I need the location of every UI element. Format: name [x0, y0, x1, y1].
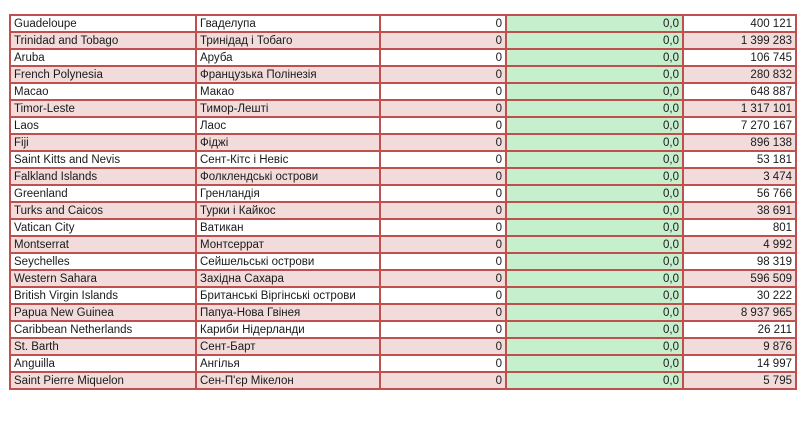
- count-cell[interactable]: 0: [380, 100, 506, 117]
- population-cell[interactable]: 801: [683, 219, 796, 236]
- percent-cell[interactable]: 0,0: [506, 270, 683, 287]
- country-name-uk-cell[interactable]: Макао: [196, 83, 380, 100]
- population-cell[interactable]: 7 270 167: [683, 117, 796, 134]
- count-cell[interactable]: 0: [380, 202, 506, 219]
- country-table: [9, 14, 797, 390]
- population-cell[interactable]: 30 222: [683, 287, 796, 304]
- count-cell[interactable]: 0: [380, 66, 506, 83]
- country-name-uk-cell[interactable]: Французька Полінезія: [196, 66, 380, 83]
- table-row: [10, 151, 796, 168]
- population-cell[interactable]: 56 766: [683, 185, 796, 202]
- percent-cell[interactable]: 0,0: [506, 236, 683, 253]
- country-name-uk-cell[interactable]: Кариби Нідерланди: [196, 321, 380, 338]
- country-name-en-cell[interactable]: Timor-Leste: [10, 100, 196, 117]
- count-cell[interactable]: 0: [380, 185, 506, 202]
- percent-cell[interactable]: 0,0: [506, 168, 683, 185]
- population-cell[interactable]: 38 691: [683, 202, 796, 219]
- country-name-uk-cell[interactable]: Гренландія: [196, 185, 380, 202]
- country-name-uk-cell[interactable]: Сен-П'єр Мікелон: [196, 372, 380, 389]
- population-cell[interactable]: 596 509: [683, 270, 796, 287]
- percent-cell[interactable]: 0,0: [506, 49, 683, 66]
- table-row: [10, 202, 796, 219]
- country-name-en-cell[interactable]: Aruba: [10, 49, 196, 66]
- count-cell[interactable]: 0: [380, 287, 506, 304]
- country-name-en-cell[interactable]: Vatican City: [10, 219, 196, 236]
- country-name-en-cell[interactable]: Laos: [10, 117, 196, 134]
- country-name-en-cell[interactable]: Papua New Guinea: [10, 304, 196, 321]
- country-name-en-cell[interactable]: Montserrat: [10, 236, 196, 253]
- table-row: [10, 321, 796, 338]
- count-cell[interactable]: 0: [380, 304, 506, 321]
- country-name-en-cell[interactable]: Saint Kitts and Nevis: [10, 151, 196, 168]
- population-cell[interactable]: 8 937 965: [683, 304, 796, 321]
- population-cell[interactable]: 5 795: [683, 372, 796, 389]
- country-name-uk-cell[interactable]: Ватикан: [196, 219, 380, 236]
- percent-cell[interactable]: 0,0: [506, 355, 683, 372]
- country-name-uk-cell[interactable]: Папуа-Нова Гвінея: [196, 304, 380, 321]
- table-row: [10, 355, 796, 372]
- country-name-uk-cell[interactable]: Турки і Кайкос: [196, 202, 380, 219]
- percent-cell[interactable]: 0,0: [506, 253, 683, 270]
- country-name-uk-cell[interactable]: Гваделупа: [196, 15, 380, 32]
- population-cell[interactable]: 26 211: [683, 321, 796, 338]
- table-row: [10, 270, 796, 287]
- percent-cell[interactable]: 0,0: [506, 117, 683, 134]
- count-cell[interactable]: 0: [380, 355, 506, 372]
- country-name-uk-cell[interactable]: Сент-Барт: [196, 338, 380, 355]
- country-name-en-cell[interactable]: Trinidad and Tobago: [10, 32, 196, 49]
- population-cell[interactable]: 4 992: [683, 236, 796, 253]
- country-name-en-cell[interactable]: Guadeloupe: [10, 15, 196, 32]
- table-row: [10, 66, 796, 83]
- table-body: [10, 15, 796, 389]
- population-cell[interactable]: 400 121: [683, 15, 796, 32]
- table-row: [10, 49, 796, 66]
- table-row: [10, 185, 796, 202]
- percent-cell[interactable]: 0,0: [506, 338, 683, 355]
- population-cell[interactable]: 280 832: [683, 66, 796, 83]
- table-row: [10, 83, 796, 100]
- country-name-en-cell[interactable]: St. Barth: [10, 338, 196, 355]
- country-name-en-cell[interactable]: Macao: [10, 83, 196, 100]
- count-cell[interactable]: 0: [380, 32, 506, 49]
- table-row: [10, 372, 796, 389]
- percent-cell[interactable]: 0,0: [506, 32, 683, 49]
- count-cell[interactable]: 0: [380, 15, 506, 32]
- population-cell[interactable]: 648 887: [683, 83, 796, 100]
- table-row: [10, 219, 796, 236]
- percent-cell[interactable]: 0,0: [506, 219, 683, 236]
- population-cell[interactable]: 53 181: [683, 151, 796, 168]
- count-cell[interactable]: 0: [380, 219, 506, 236]
- population-cell[interactable]: 98 319: [683, 253, 796, 270]
- country-name-uk-cell[interactable]: Британські Віргінські острови: [196, 287, 380, 304]
- population-cell[interactable]: 9 876: [683, 338, 796, 355]
- population-cell[interactable]: 1 399 283: [683, 32, 796, 49]
- country-name-uk-cell[interactable]: Сейшельські острови: [196, 253, 380, 270]
- table-row: [10, 32, 796, 49]
- country-name-en-cell[interactable]: Falkland Islands: [10, 168, 196, 185]
- count-cell[interactable]: 0: [380, 236, 506, 253]
- country-name-uk-cell[interactable]: Західна Сахара: [196, 270, 380, 287]
- country-name-en-cell[interactable]: Western Sahara: [10, 270, 196, 287]
- country-name-en-cell[interactable]: British Virgin Islands: [10, 287, 196, 304]
- count-cell[interactable]: 0: [380, 168, 506, 185]
- country-name-uk-cell[interactable]: Тимор-Лешті: [196, 100, 380, 117]
- percent-cell[interactable]: 0,0: [506, 151, 683, 168]
- country-name-en-cell[interactable]: Caribbean Netherlands: [10, 321, 196, 338]
- table-row: [10, 253, 796, 270]
- count-cell[interactable]: 0: [380, 83, 506, 100]
- table-row: [10, 338, 796, 355]
- table-row: [10, 134, 796, 151]
- percent-cell[interactable]: 0,0: [506, 83, 683, 100]
- table-row: [10, 15, 796, 32]
- percent-cell[interactable]: 0,0: [506, 202, 683, 219]
- percent-cell[interactable]: 0,0: [506, 66, 683, 83]
- table-row: [10, 117, 796, 134]
- percent-cell[interactable]: 0,0: [506, 185, 683, 202]
- country-name-en-cell[interactable]: Seychelles: [10, 253, 196, 270]
- country-name-uk-cell[interactable]: Ангілья: [196, 355, 380, 372]
- country-name-en-cell[interactable]: Turks and Caicos: [10, 202, 196, 219]
- population-cell[interactable]: 896 138: [683, 134, 796, 151]
- percent-cell[interactable]: 0,0: [506, 100, 683, 117]
- count-cell[interactable]: 0: [380, 338, 506, 355]
- table-row: [10, 304, 796, 321]
- count-cell[interactable]: 0: [380, 372, 506, 389]
- percent-cell[interactable]: 0,0: [506, 304, 683, 321]
- count-cell[interactable]: 0: [380, 49, 506, 66]
- percent-cell[interactable]: 0,0: [506, 134, 683, 151]
- country-name-en-cell[interactable]: Greenland: [10, 185, 196, 202]
- country-name-en-cell[interactable]: Fiji: [10, 134, 196, 151]
- table-row: [10, 168, 796, 185]
- count-cell[interactable]: 0: [380, 321, 506, 338]
- population-cell[interactable]: 1 317 101: [683, 100, 796, 117]
- count-cell[interactable]: 0: [380, 134, 506, 151]
- percent-cell[interactable]: 0,0: [506, 15, 683, 32]
- country-name-en-cell[interactable]: Anguilla: [10, 355, 196, 372]
- percent-cell[interactable]: 0,0: [506, 287, 683, 304]
- country-name-uk-cell[interactable]: Сент-Кітс і Невіс: [196, 151, 380, 168]
- country-name-uk-cell[interactable]: Фіджі: [196, 134, 380, 151]
- count-cell[interactable]: 0: [380, 117, 506, 134]
- country-name-uk-cell[interactable]: Аруба: [196, 49, 380, 66]
- country-name-uk-cell[interactable]: Тринідад і Тобаго: [196, 32, 380, 49]
- country-name-en-cell[interactable]: French Polynesia: [10, 66, 196, 83]
- percent-cell[interactable]: 0,0: [506, 321, 683, 338]
- country-name-uk-cell[interactable]: Лаос: [196, 117, 380, 134]
- table-row: [10, 287, 796, 304]
- count-cell[interactable]: 0: [380, 151, 506, 168]
- table-row: [10, 236, 796, 253]
- population-cell[interactable]: 106 745: [683, 49, 796, 66]
- population-cell[interactable]: 14 997: [683, 355, 796, 372]
- country-name-en-cell[interactable]: Saint Pierre Miquelon: [10, 372, 196, 389]
- count-cell[interactable]: 0: [380, 253, 506, 270]
- table-row: [10, 100, 796, 117]
- country-name-uk-cell[interactable]: Монтсеррат: [196, 236, 380, 253]
- count-cell[interactable]: 0: [380, 270, 506, 287]
- country-name-uk-cell[interactable]: Фолклендські острови: [196, 168, 380, 185]
- population-cell[interactable]: 3 474: [683, 168, 796, 185]
- percent-cell[interactable]: 0,0: [506, 372, 683, 389]
